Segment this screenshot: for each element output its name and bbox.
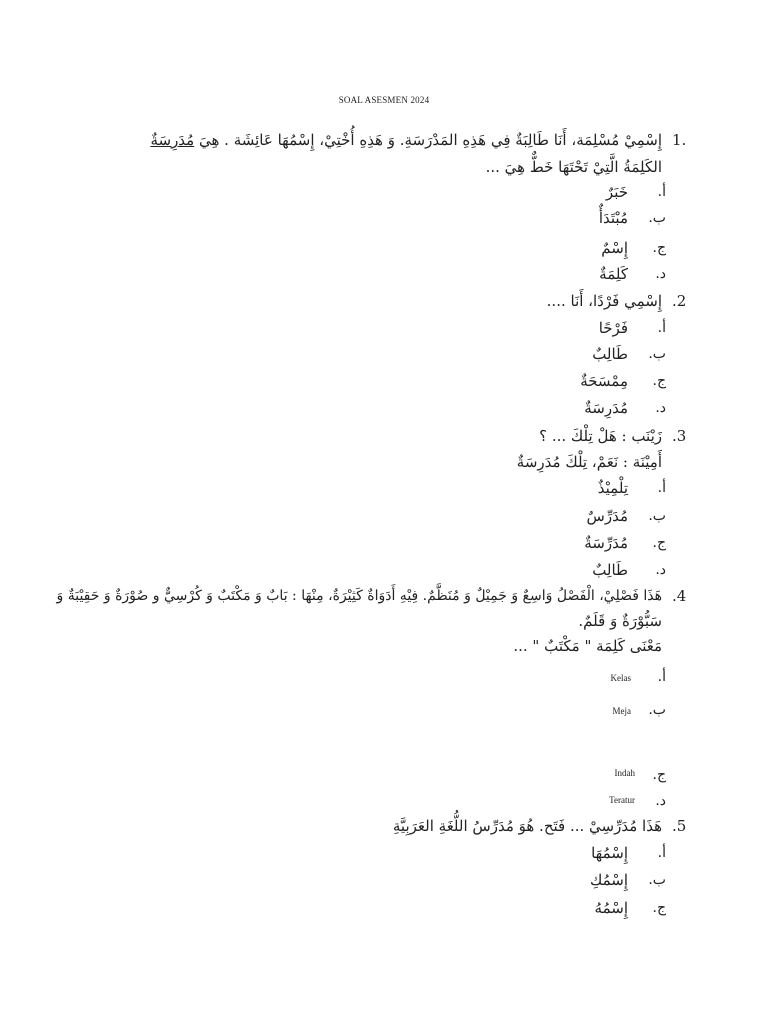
option-letter: ب. bbox=[648, 210, 666, 226]
option-text[interactable]: Meja bbox=[612, 706, 631, 716]
question-text: إِسْمِي فَرْدًا، أَنَا .... bbox=[546, 292, 662, 310]
option-text[interactable]: إِسْمٌ bbox=[601, 239, 628, 257]
option-letter: ب. bbox=[648, 702, 666, 718]
option-letter: د. bbox=[655, 400, 666, 416]
question-prompt: مَعْنَى كَلِمَة " مَكْتَبٌ " ... bbox=[513, 637, 662, 655]
option-letter: ج. bbox=[652, 535, 666, 551]
option-letter: د. bbox=[655, 562, 666, 578]
underlined-word: مُدَرِسَةٌ bbox=[150, 131, 195, 149]
question-text: هَذَا مُدَرِّسِيْ ... فَتَح. هُوَ مُدَرِّسُ اللُّغَةِ العَرَبِيَّةِ bbox=[392, 817, 662, 835]
option-text[interactable]: طَالِبٌ bbox=[592, 345, 628, 363]
option-text[interactable]: مُدَرِسَةٌ bbox=[584, 399, 628, 417]
option-letter: د. bbox=[655, 266, 666, 282]
question-number: .5 bbox=[672, 817, 687, 835]
question-text: أَمِيْنَة : نَعَمْ، تِلْكَ مُدَرِسَةٌ bbox=[516, 453, 662, 471]
option-text[interactable]: Kelas bbox=[610, 673, 631, 683]
option-text[interactable]: Indah bbox=[614, 768, 635, 778]
option-letter: ج. bbox=[652, 900, 666, 916]
option-text[interactable]: تِلْمِيْذٌ bbox=[597, 479, 628, 497]
question-number: .3 bbox=[672, 427, 687, 445]
question-text-part: إِسْمِيْ مُسْلِمَة، أَنَا طَالِبَةٌ فِي هَذِهِ المَدْرَسَةِ. وَ هَذِهِ أُخْتِيْ، إِسْمُهَا عَائِشَة . هِيَ bbox=[194, 131, 662, 149]
option-text[interactable]: مُبْتَدَأٌ bbox=[598, 209, 628, 227]
question-prompt: الكَلِمَةُ الَّتِيْ تَحْتَهَا خَطٌّ هِيَ ... bbox=[485, 158, 662, 176]
option-text[interactable]: طَالِبٌ bbox=[592, 561, 628, 579]
option-text[interactable]: كَلِمَةٌ bbox=[599, 265, 628, 283]
question-text: هَذَا فَصْلِيْ، الْفَصْلُ وَاسِعٌ وَ جَمِيْلٌ وَ مُنَظَّمٌ. فِيْهِ أَدَوَاةٌ كَثِيْرَةٌ، مِنْهَا : بَابٌ وَ مَكْتَبٌ وَ كُرْسِيٌّ و صُوْرَةٌ وَ حَقِيْبَةٌ وَ bbox=[56, 588, 662, 604]
option-text[interactable]: مُدَرِّسَةٌ bbox=[584, 534, 628, 552]
option-text[interactable]: Teratur bbox=[609, 795, 635, 805]
option-text[interactable]: مِمْسَحَةٌ bbox=[580, 372, 628, 390]
option-text[interactable]: مُدَرِّسٌ bbox=[586, 507, 628, 525]
option-text[interactable]: إِسْمُكِ bbox=[589, 871, 628, 889]
question-number: .2 bbox=[672, 292, 687, 310]
option-letter: أ. bbox=[657, 184, 666, 200]
page-title: SOAL ASESMEN 2024 bbox=[338, 95, 430, 105]
option-letter: ج. bbox=[652, 240, 666, 256]
question-text bbox=[150, 130, 662, 150]
option-letter: ج. bbox=[652, 373, 666, 389]
option-letter: أ. bbox=[657, 320, 666, 336]
question-number: .4 bbox=[672, 587, 687, 605]
option-letter: ج. bbox=[652, 767, 666, 783]
option-text[interactable]: إِسْمُهَا bbox=[591, 844, 628, 862]
option-letter: أ. bbox=[657, 480, 666, 496]
option-letter: أ. bbox=[657, 669, 666, 685]
option-text[interactable]: إِسْمُهُ bbox=[594, 899, 628, 917]
option-text[interactable]: فَرْحًا bbox=[598, 319, 628, 337]
option-text[interactable]: خَبَرٌ bbox=[605, 183, 628, 201]
option-letter: أ. bbox=[657, 845, 666, 861]
question-text: سَبُّوْرَةٌ وَ قَلَمٌ. bbox=[578, 612, 662, 630]
option-letter: ب. bbox=[648, 872, 666, 888]
question-text: زَيْنَب : هَلْ تِلْكَ ... ؟ bbox=[539, 427, 662, 445]
option-letter: ب. bbox=[648, 346, 666, 362]
option-letter: ب. bbox=[648, 508, 666, 524]
option-letter: د. bbox=[655, 793, 666, 809]
question-number: 1. bbox=[672, 131, 687, 149]
